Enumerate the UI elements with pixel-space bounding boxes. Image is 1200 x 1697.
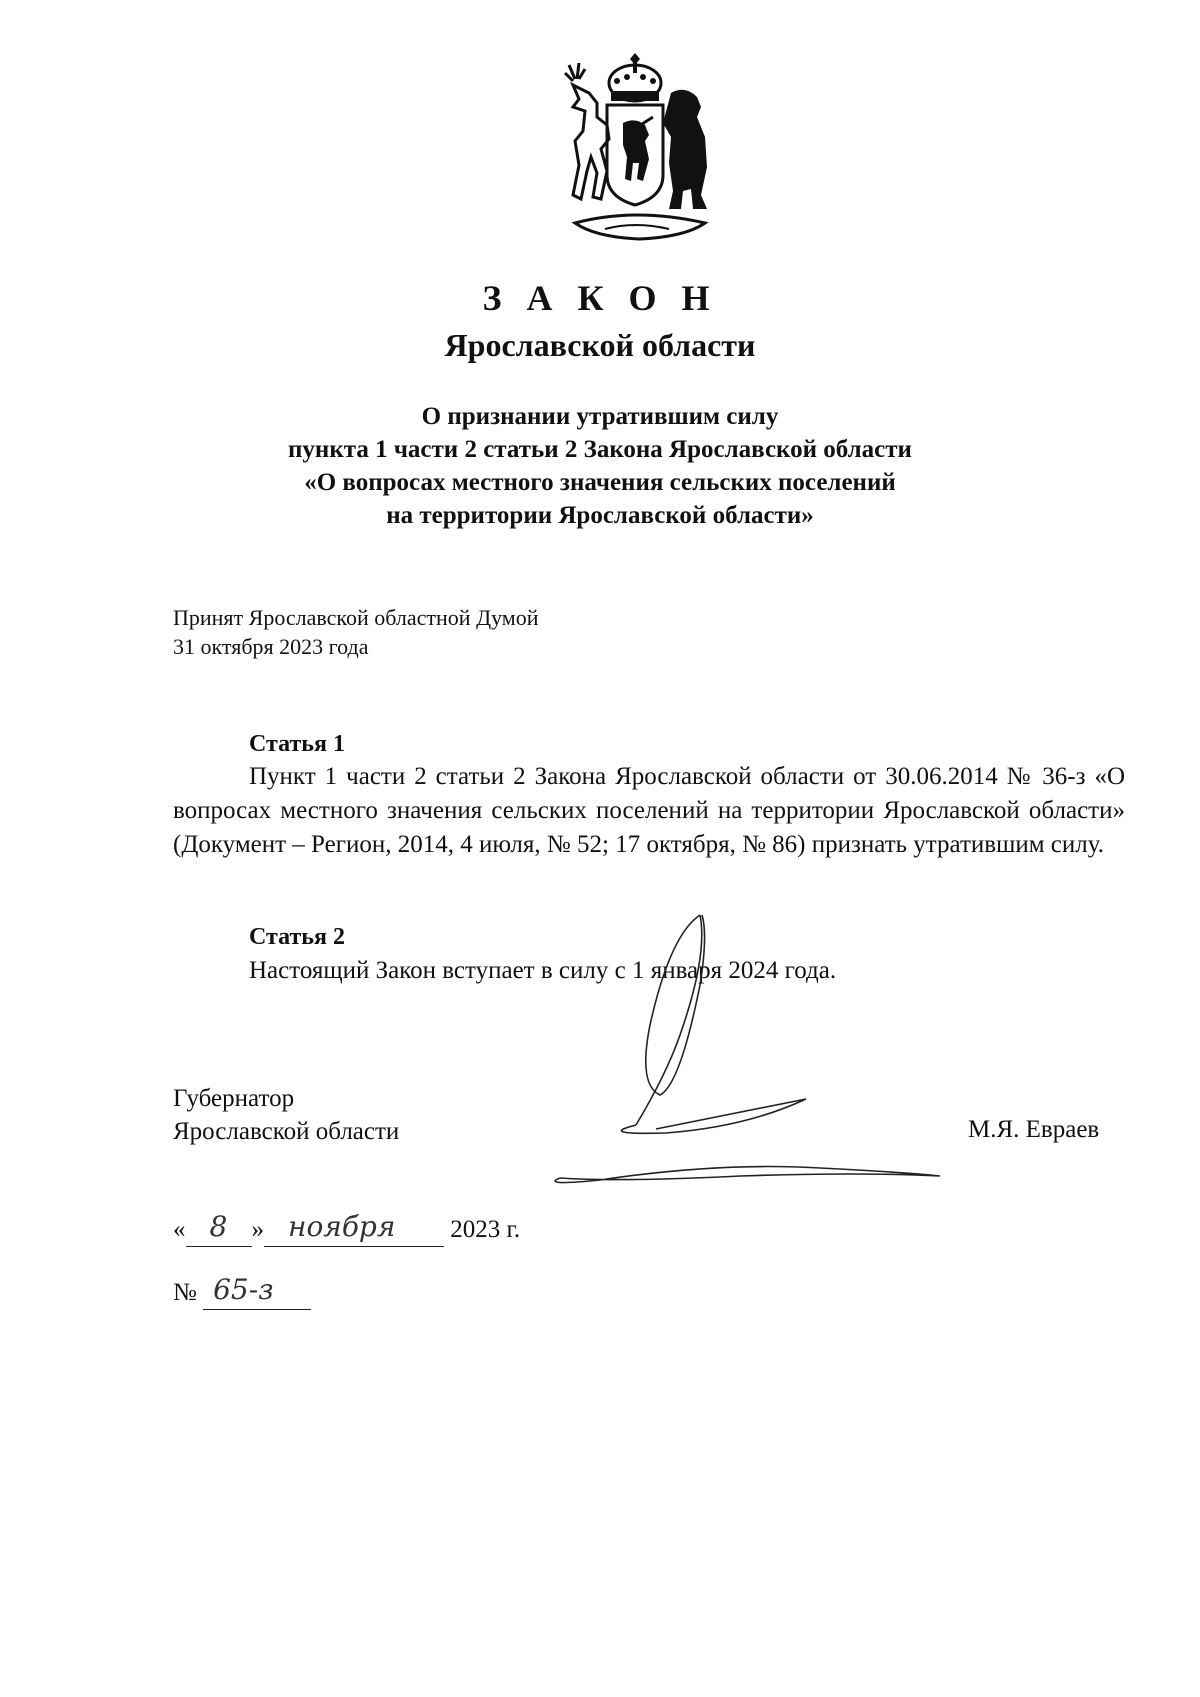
law-title-line: на территории Ярославской области» bbox=[386, 502, 814, 529]
law-region: Ярославской области bbox=[444, 327, 756, 363]
adoption-note-line: Принят Ярославской областной Думой bbox=[173, 605, 539, 630]
date-year: 2023 г. bbox=[450, 1216, 521, 1243]
law-number-value: 65-з bbox=[213, 1273, 274, 1306]
law-title bbox=[0, 400, 1200, 532]
date-day-blank bbox=[186, 1210, 252, 1247]
article-2-heading: Статья 2 bbox=[249, 924, 345, 950]
signatory-position bbox=[173, 1082, 399, 1148]
article-2-text: Настоящий Закон вступает в силу с 1 января 2024 года. bbox=[249, 957, 837, 984]
law-number-label: № bbox=[173, 1279, 197, 1306]
coat-of-arms-icon bbox=[555, 45, 720, 245]
law-title-line: «О вопросах местного значения сельских поселений bbox=[304, 469, 896, 496]
date-month: ноября bbox=[288, 1210, 396, 1243]
law-heading: З А К О Н bbox=[482, 278, 718, 318]
signing-date bbox=[173, 1210, 521, 1247]
signatory-name: М.Я. Евраев bbox=[968, 1116, 1100, 1143]
date-day: 8 bbox=[209, 1210, 228, 1243]
law-title-line: О признании утратившим силу bbox=[421, 403, 779, 430]
adoption-date: 31 октября 2023 года bbox=[173, 634, 369, 659]
article-1-text: Пункт 1 части 2 статьи 2 Закона Ярославской области от 30.06.2014 № 36-з «О вопросах местного значения сельских поселений на территории Ярославской области» (Документ – Регион, 2014, 4 июля, № 52; 17 октября, № 86) признать утратившим силу. bbox=[173, 763, 1125, 858]
signatory-position-line: Губернатор bbox=[173, 1085, 295, 1112]
date-close-quote: » bbox=[251, 1216, 264, 1243]
law-number bbox=[173, 1273, 311, 1310]
handwritten-signature-icon bbox=[540, 900, 960, 1200]
law-title-line: пункта 1 части 2 статьи 2 Закона Ярославской области bbox=[288, 436, 912, 463]
law-number-blank bbox=[203, 1273, 311, 1310]
article-1-heading: Статья 1 bbox=[249, 731, 345, 757]
date-month-blank bbox=[264, 1210, 444, 1247]
adoption-note bbox=[173, 603, 539, 661]
date-open-quote: « bbox=[173, 1216, 186, 1243]
signatory-position-line: Ярославской области bbox=[173, 1118, 400, 1145]
